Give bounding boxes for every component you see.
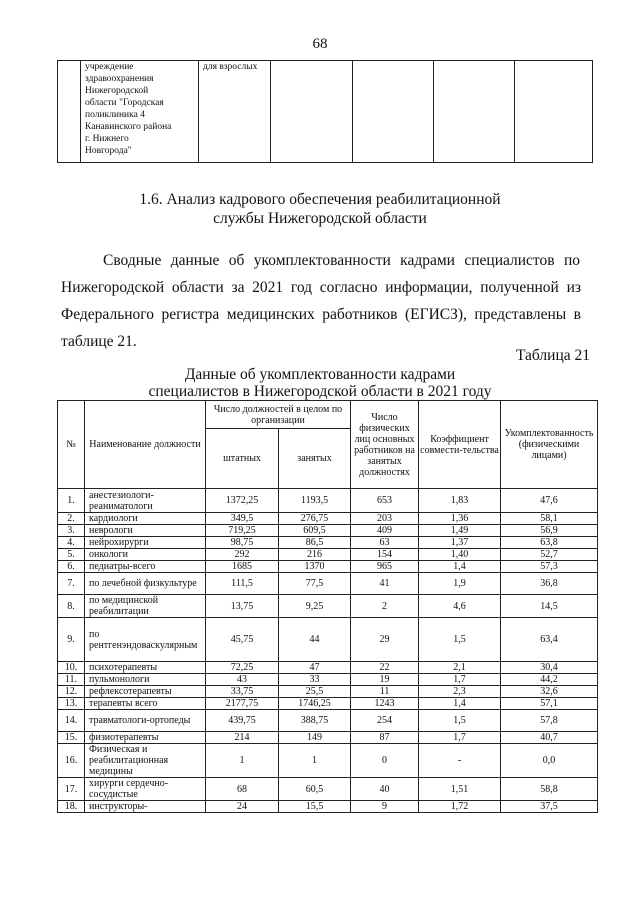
row-persons: 63 (351, 537, 419, 549)
row-persons: 254 (351, 710, 419, 732)
header-num: № (58, 401, 85, 489)
row-coef: 1,5 (419, 710, 501, 732)
row-coef: 1,4 (419, 698, 501, 710)
row-name: терапевты всего (85, 698, 206, 710)
row-occupied: 276,75 (279, 513, 351, 525)
row-staff: 1 (206, 744, 279, 778)
row-name: физиотерапевты (85, 732, 206, 744)
header-coef: Коэффициент совмести-тельства (419, 401, 501, 489)
row-staff: 24 (206, 801, 279, 813)
row-name: по медицинской реабилитации (85, 595, 206, 618)
row-occupied: 33 (279, 674, 351, 686)
table-row (58, 744, 598, 778)
row-coef: 1,4 (419, 561, 501, 573)
row-coef: 1,36 (419, 513, 501, 525)
row-name: рефлексотерапевты (85, 686, 206, 698)
table-row (58, 595, 598, 618)
row-coef: 2,1 (419, 662, 501, 674)
header-name: Наименование должности (85, 401, 206, 489)
row-staff: 349,5 (206, 513, 279, 525)
row-name: нейрохирурги (85, 537, 206, 549)
row-staff: 33,75 (206, 686, 279, 698)
row-persons: 1243 (351, 698, 419, 710)
row-staffing: 0,0 (501, 744, 598, 778)
row-name: по лечебной физкультуре (85, 573, 206, 595)
row-num: 15. (58, 732, 85, 744)
continuation-cell-type: для взрослых (199, 61, 271, 163)
table-row (58, 513, 598, 525)
row-staff: 68 (206, 778, 279, 801)
row-coef: 1,5 (419, 618, 501, 662)
table-row (58, 549, 598, 561)
continuation-cell-institution: учреждение здравоохранения Нижегородской области "Городская поликлиника 4 Канавинского района г. Нижнего Новгорода" (81, 61, 199, 163)
row-staffing: 57,1 (501, 698, 598, 710)
row-coef: - (419, 744, 501, 778)
row-num: 4. (58, 537, 85, 549)
row-name: анестезиологи-реаниматологи (85, 489, 206, 513)
continuation-table (57, 60, 593, 163)
row-occupied: 609,5 (279, 525, 351, 537)
row-coef: 1,9 (419, 573, 501, 595)
row-coef: 1,83 (419, 489, 501, 513)
row-num: 2. (58, 513, 85, 525)
paragraph-line: Сводные данные об укомплектованности кадрами специалистов по (103, 252, 580, 269)
table-label: Таблица 21 (515, 347, 590, 364)
row-staff: 13,75 (206, 595, 279, 618)
table-row (58, 710, 598, 732)
row-occupied: 216 (279, 549, 351, 561)
row-occupied: 9,25 (279, 595, 351, 618)
row-num: 5. (58, 549, 85, 561)
row-staffing: 37,5 (501, 801, 598, 813)
row-occupied: 86,5 (279, 537, 351, 549)
row-staff: 72,25 (206, 662, 279, 674)
row-name: травматологи-ортопеды (85, 710, 206, 732)
row-staff: 1685 (206, 561, 279, 573)
table-row (58, 662, 598, 674)
row-persons: 154 (351, 549, 419, 561)
row-occupied: 1370 (279, 561, 351, 573)
row-staff: 45,75 (206, 618, 279, 662)
row-name: педиатры-всего (85, 561, 206, 573)
row-persons: 40 (351, 778, 419, 801)
row-persons: 22 (351, 662, 419, 674)
header-positions-group: Число должностей в целом по организации (206, 401, 351, 429)
row-name: по рентгенэндоваскулярным (85, 618, 206, 662)
section-heading: 1.6. Анализ кадрового обеспечения реабилитационной службы Нижегородской области (139, 191, 501, 227)
row-staffing: 58,8 (501, 778, 598, 801)
row-num: 6. (58, 561, 85, 573)
row-staffing: 40,7 (501, 732, 598, 744)
row-num: 3. (58, 525, 85, 537)
row-occupied: 1193,5 (279, 489, 351, 513)
row-coef: 1,37 (419, 537, 501, 549)
row-persons: 203 (351, 513, 419, 525)
row-staffing: 30,4 (501, 662, 598, 674)
row-persons: 965 (351, 561, 419, 573)
row-name: инструкторы- (85, 801, 206, 813)
row-persons: 41 (351, 573, 419, 595)
row-num: 13. (58, 698, 85, 710)
page-number: 68 (312, 36, 328, 52)
row-num: 11. (58, 674, 85, 686)
row-persons: 653 (351, 489, 419, 513)
row-staffing: 47,6 (501, 489, 598, 513)
row-num: 10. (58, 662, 85, 674)
row-staff: 111,5 (206, 573, 279, 595)
row-staffing: 56,9 (501, 525, 598, 537)
table-row (58, 686, 598, 698)
row-occupied: 25,5 (279, 686, 351, 698)
table-row (58, 698, 598, 710)
table-caption: Данные об укомплектованности кадрами специалистов в Нижегородской области в 2021 году (148, 366, 492, 400)
table-row (58, 618, 598, 662)
row-persons: 87 (351, 732, 419, 744)
row-name: онкологи (85, 549, 206, 561)
row-staffing: 36,8 (501, 573, 598, 595)
row-num: 17. (58, 778, 85, 801)
row-num: 1. (58, 489, 85, 513)
row-coef: 1,7 (419, 732, 501, 744)
row-persons: 2 (351, 595, 419, 618)
row-occupied: 149 (279, 732, 351, 744)
row-name: неврологи (85, 525, 206, 537)
row-staff: 439,75 (206, 710, 279, 732)
table-row (58, 732, 598, 744)
table-row (58, 525, 598, 537)
row-num: 9. (58, 618, 85, 662)
row-staffing: 57,3 (501, 561, 598, 573)
header-staffing: Укомплектованность (физическими лицами) (501, 401, 598, 489)
row-staffing: 14,5 (501, 595, 598, 618)
paragraph-line: Нижегородской области за 2021 год согласно информации, полученной из (61, 279, 581, 296)
row-occupied: 60,5 (279, 778, 351, 801)
row-occupied: 15,5 (279, 801, 351, 813)
row-staffing: 44,2 (501, 674, 598, 686)
continuation-cell-num (58, 61, 81, 163)
row-num: 18. (58, 801, 85, 813)
row-name: кардиологи (85, 513, 206, 525)
row-occupied: 77,5 (279, 573, 351, 595)
staffing-table (57, 400, 598, 813)
row-coef: 1,7 (419, 674, 501, 686)
row-persons: 11 (351, 686, 419, 698)
row-staff: 43 (206, 674, 279, 686)
row-num: 14. (58, 710, 85, 732)
row-staff: 98,75 (206, 537, 279, 549)
row-num: 7. (58, 573, 85, 595)
row-name: Физическая и реабилитационная медицины (85, 744, 206, 778)
row-num: 8. (58, 595, 85, 618)
row-persons: 9 (351, 801, 419, 813)
row-staffing: 58,1 (501, 513, 598, 525)
row-num: 12. (58, 686, 85, 698)
row-coef: 2,3 (419, 686, 501, 698)
table-row (58, 674, 598, 686)
table-row (58, 561, 598, 573)
row-name: психотерапевты (85, 662, 206, 674)
row-coef: 4,6 (419, 595, 501, 618)
row-num: 16. (58, 744, 85, 778)
table-row (58, 801, 598, 813)
row-staffing: 63,8 (501, 537, 598, 549)
row-occupied: 1746,25 (279, 698, 351, 710)
table-row (58, 778, 598, 801)
row-staffing: 32,6 (501, 686, 598, 698)
row-persons: 29 (351, 618, 419, 662)
row-staffing: 63,4 (501, 618, 598, 662)
row-coef: 1,40 (419, 549, 501, 561)
header-persons: Число физических лиц основных работников на занятых должностях (351, 401, 419, 489)
row-staffing: 52,7 (501, 549, 598, 561)
table-row (58, 537, 598, 549)
row-staff: 214 (206, 732, 279, 744)
table-row (58, 573, 598, 595)
row-persons: 409 (351, 525, 419, 537)
row-staff: 719,25 (206, 525, 279, 537)
row-staff: 292 (206, 549, 279, 561)
header-row (58, 401, 598, 429)
row-staffing: 57,8 (501, 710, 598, 732)
header-occupied: занятых (279, 429, 351, 489)
row-occupied: 44 (279, 618, 351, 662)
row-name: пульмонологи (85, 674, 206, 686)
continuation-row (58, 61, 593, 163)
row-staff: 1372,25 (206, 489, 279, 513)
row-coef: 1,51 (419, 778, 501, 801)
row-staff: 2177,75 (206, 698, 279, 710)
row-coef: 1,72 (419, 801, 501, 813)
table-row (58, 489, 598, 513)
table-body (58, 489, 598, 813)
header-staff: штатных (206, 429, 279, 489)
row-persons: 0 (351, 744, 419, 778)
row-name: хирурги сердечно-сосудистые (85, 778, 206, 801)
paragraph-line: Федерального регистра медицинских работников (ЕГИСЗ), представлены в (61, 306, 581, 323)
paragraph-line: таблице 21. (61, 333, 137, 350)
row-coef: 1,49 (419, 525, 501, 537)
row-occupied: 47 (279, 662, 351, 674)
row-occupied: 1 (279, 744, 351, 778)
row-occupied: 388,75 (279, 710, 351, 732)
row-persons: 19 (351, 674, 419, 686)
